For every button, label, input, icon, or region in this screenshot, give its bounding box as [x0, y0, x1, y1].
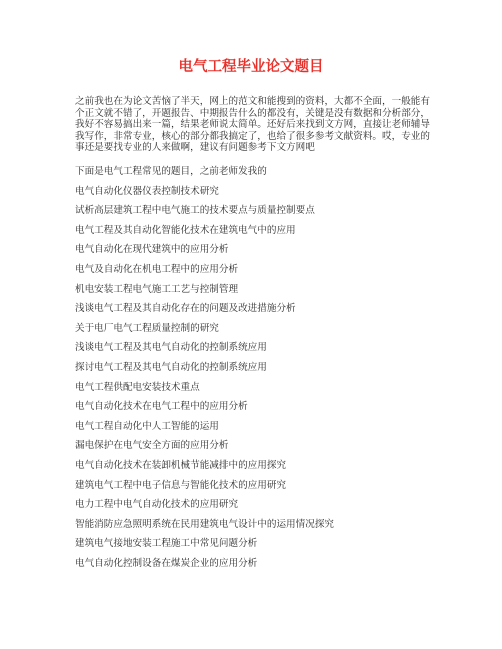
list-item: 智能消防应急照明系统在民用建筑电气设计中的运用情况探究 — [75, 518, 335, 530]
list-item: 建筑电气接地安装工程施工中常见问题分析 — [75, 538, 258, 550]
list-item: 电气自动化控制设备在煤炭企业的应用分析 — [75, 557, 258, 569]
list-item: 电气自动化技术在装卸机械节能减排中的应用探究 — [75, 459, 287, 471]
list-item: 机电安装工程电气施工工艺与控制管理 — [75, 283, 239, 295]
document-title: 电气工程毕业论文题目 — [178, 59, 324, 75]
list-item: 电气自动化仪器仪表控制技术研究 — [75, 185, 219, 197]
list-item: 浅谈电气工程及其自动化存在的问题及改进措施分析 — [75, 303, 296, 315]
list-item: 建筑电气工程中电子信息与智能化技术的应用研究 — [75, 479, 287, 491]
list-item: 电气工程自动化中人工智能的运用 — [75, 420, 219, 432]
list-item: 电气及自动化在机电工程中的应用分析 — [75, 263, 239, 275]
intro-paragraph: 之前我也在为论文苦恼了半天，网上的范文和能搜到的资料，大都不全面，一般能有个正文就不错了，开题报告、中期报告什么的都没有，关键是没有数据和分析部分，我好不容易搞出来一篇，结果老师说太简单。还好后来找到文方网，直接让老师辅导我写作，非常专业，核心的部分都我搞定了，也给了很多参考文献资料。哎，专业的事还是要找专业的人来做啊，建议有问题参考下文方网吧 — [75, 96, 430, 154]
list-item: 探讨电气工程及其电气自动化的控制系统应用 — [75, 361, 267, 373]
list-item: 下面是电气工程常见的题目，之前老师发我的 — [75, 166, 267, 177]
list-item: 电力工程中电气自动化技术的应用研究 — [75, 499, 239, 511]
list-item: 浅谈电气工程及其电气自动化的控制系统应用 — [75, 342, 267, 354]
list-item: 试析高层建筑工程中电气施工的技术要点与质量控制要点 — [75, 205, 315, 217]
list-item: 关于电厂电气工程质量控制的研究 — [75, 322, 219, 334]
topic-list — [75, 162, 435, 573]
list-item: 漏电保护在电气安全方面的应用分析 — [75, 440, 229, 452]
list-item: 电气工程供配电安装技术重点 — [75, 381, 200, 393]
list-item: 电气工程及其自动化智能化技术在建筑电气中的应用 — [75, 224, 296, 236]
list-item: 电气自动化技术在电气工程中的应用分析 — [75, 401, 248, 413]
list-item: 电气自动化在现代建筑中的应用分析 — [75, 244, 229, 256]
